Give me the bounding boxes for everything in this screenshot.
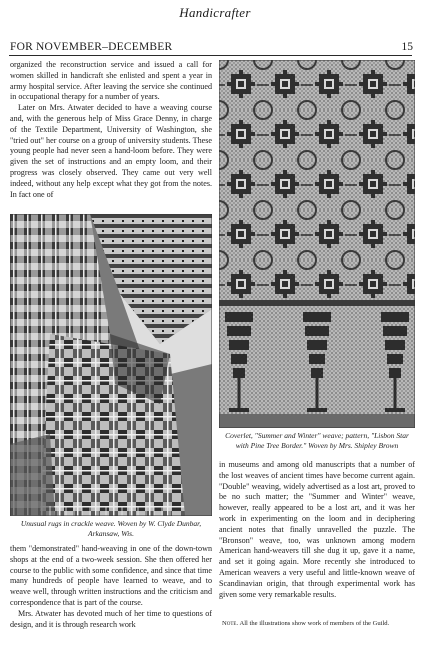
- coverlet-photo-image: [219, 60, 415, 428]
- paragraph: Later on Mrs. Atwater decided to have a weaving course and, with the generous help of Miss Grace Denny, in charge of the Textile Department, University of Washington, she "tried out" her course on a group of university students. These young people had never seen a hand-loom before. They were given the set of instructions and an empty loom, and their progress was closely observed. They came out very well indeed, without any help except what they got from the notes. In fact one of: [10, 103, 212, 199]
- paragraph: Mrs. Atwater has devoted much of her time to questions of design, and it is through research work: [10, 608, 212, 629]
- paragraph: them "demonstrated" hand-weaving in one of the down-town shops at the end of a two-week session. She then offered her course to the public with some confidence, and since that time many hundreds of people have learned to weave, and to weave well, through written instructions and the criticism and correspondence that is part of the course.: [10, 544, 212, 607]
- rugs-photo-image: [10, 214, 212, 516]
- left-column-lower-text: [10, 544, 212, 630]
- page-number: 15: [401, 41, 413, 53]
- note-text: All the illustrations show work of members of the Guild.: [239, 620, 390, 627]
- coverlet-photo: [219, 60, 415, 428]
- masthead: Handicrafter: [179, 5, 251, 20]
- rugs-photo: [10, 214, 212, 516]
- header-rule: [9, 55, 412, 56]
- left-column-upper-text: [10, 60, 212, 200]
- coverlet-caption: Coverlet, "Summer and Winter" weave; pattern, "Lisbon Star with Pine Tree Border." Woven by Mrs. Shipley Brown: [225, 431, 409, 450]
- right-column-text: [219, 460, 415, 600]
- issue-line: FOR NOVEMBER–DECEMBER: [10, 41, 173, 53]
- rugs-caption: Unusual rugs in crackle weave. Woven by W. Clyde Dunbar, Arkansaw, Wis.: [20, 519, 202, 538]
- paragraph: in museums and among old manuscripts that a number of the lost weaves of ancient times have become current again. "Double" weaving, widely advertised as a lost art, proved to be no such matter; the "Summer and Winter" weave, however, really appeared to be a lost art, and it was her work in experimenting on the loom and in deciphering ancient notes that finally unravelled the puzzle. The "Bronson" weave, too, was unknown among modern American hand-weavers till she dug it up, gave it a name, and set it going again. More recently she introduced to American weavers a very useful and little-known weave of Scandinavian origin, that through experimental work has given some very remarkable results.: [219, 460, 415, 599]
- note-label: Note.: [222, 620, 239, 627]
- footnote: [222, 620, 415, 628]
- paragraph: organized the reconstruction service and issued a call for women skilled in handicraft she enlisted and spent a year in army hospital service. After leaving the service she continued in occupational therapy for a number of years.: [10, 60, 212, 102]
